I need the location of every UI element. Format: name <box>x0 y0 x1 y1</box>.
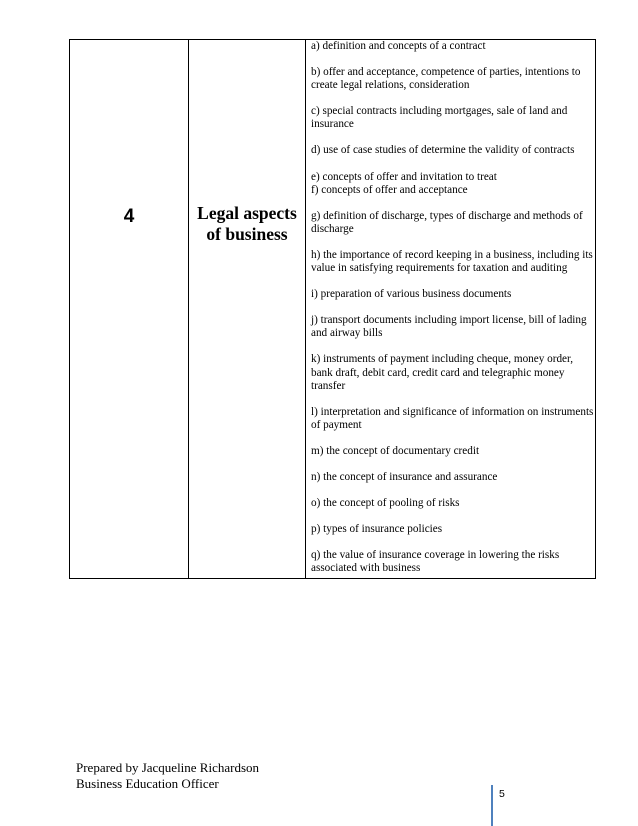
footer <box>76 760 259 791</box>
page-number: 5 <box>499 788 505 800</box>
objective-item: i) preparation of various business documents <box>311 288 512 301</box>
objective-item: f) concepts of offer and acceptance <box>311 183 468 196</box>
objective-item: h) the importance of record keeping in a business, including its value in satisfying requirements for taxation and auditing <box>311 248 593 275</box>
objective-item: k) instruments of payment including cheque, money order, bank draft, debit card, credit card and telegraphic money transfer <box>311 353 574 392</box>
objective-item: n) the concept of insurance and assurance <box>311 470 498 483</box>
objective-item: j) transport documents including import license, bill of lading and airway bills <box>311 314 587 340</box>
column-divider <box>188 40 189 578</box>
objective-item: q) the value of insurance coverage in lowering the risks associated with business <box>311 549 560 575</box>
footer-author: Prepared by Jacqueline Richardson <box>76 760 260 775</box>
objective-item: a) definition and concepts of a contract <box>311 40 486 52</box>
objective-item: p) types of insurance policies <box>311 523 443 536</box>
objective-item: c) special contracts including mortgages, sale of land and insurance <box>311 105 568 131</box>
objective-item: m) the concept of documentary credit <box>311 444 480 457</box>
objective-item: e) concepts of offer and invitation to treat <box>311 170 497 183</box>
objective-item: o) the concept of pooling of risks <box>311 497 460 510</box>
objective-item: l) interpretation and significance of information on instruments of payment <box>311 405 594 431</box>
column-divider <box>305 40 306 578</box>
objectives-list <box>311 40 595 575</box>
unit-number: 4 <box>123 206 135 227</box>
syllabus-table <box>69 39 596 579</box>
unit-topic: Legal aspects of business <box>197 203 297 244</box>
page-number-bar <box>491 785 493 826</box>
objective-item: g) definition of discharge, types of discharge and methods of discharge <box>311 209 583 235</box>
objective-item: d) use of case studies of determine the validity of contracts <box>311 144 575 157</box>
objective-item: b) offer and acceptance, competence of parties, intentions to create legal relations, consideration <box>311 66 581 92</box>
footer-role: Business Education Officer <box>76 775 219 791</box>
